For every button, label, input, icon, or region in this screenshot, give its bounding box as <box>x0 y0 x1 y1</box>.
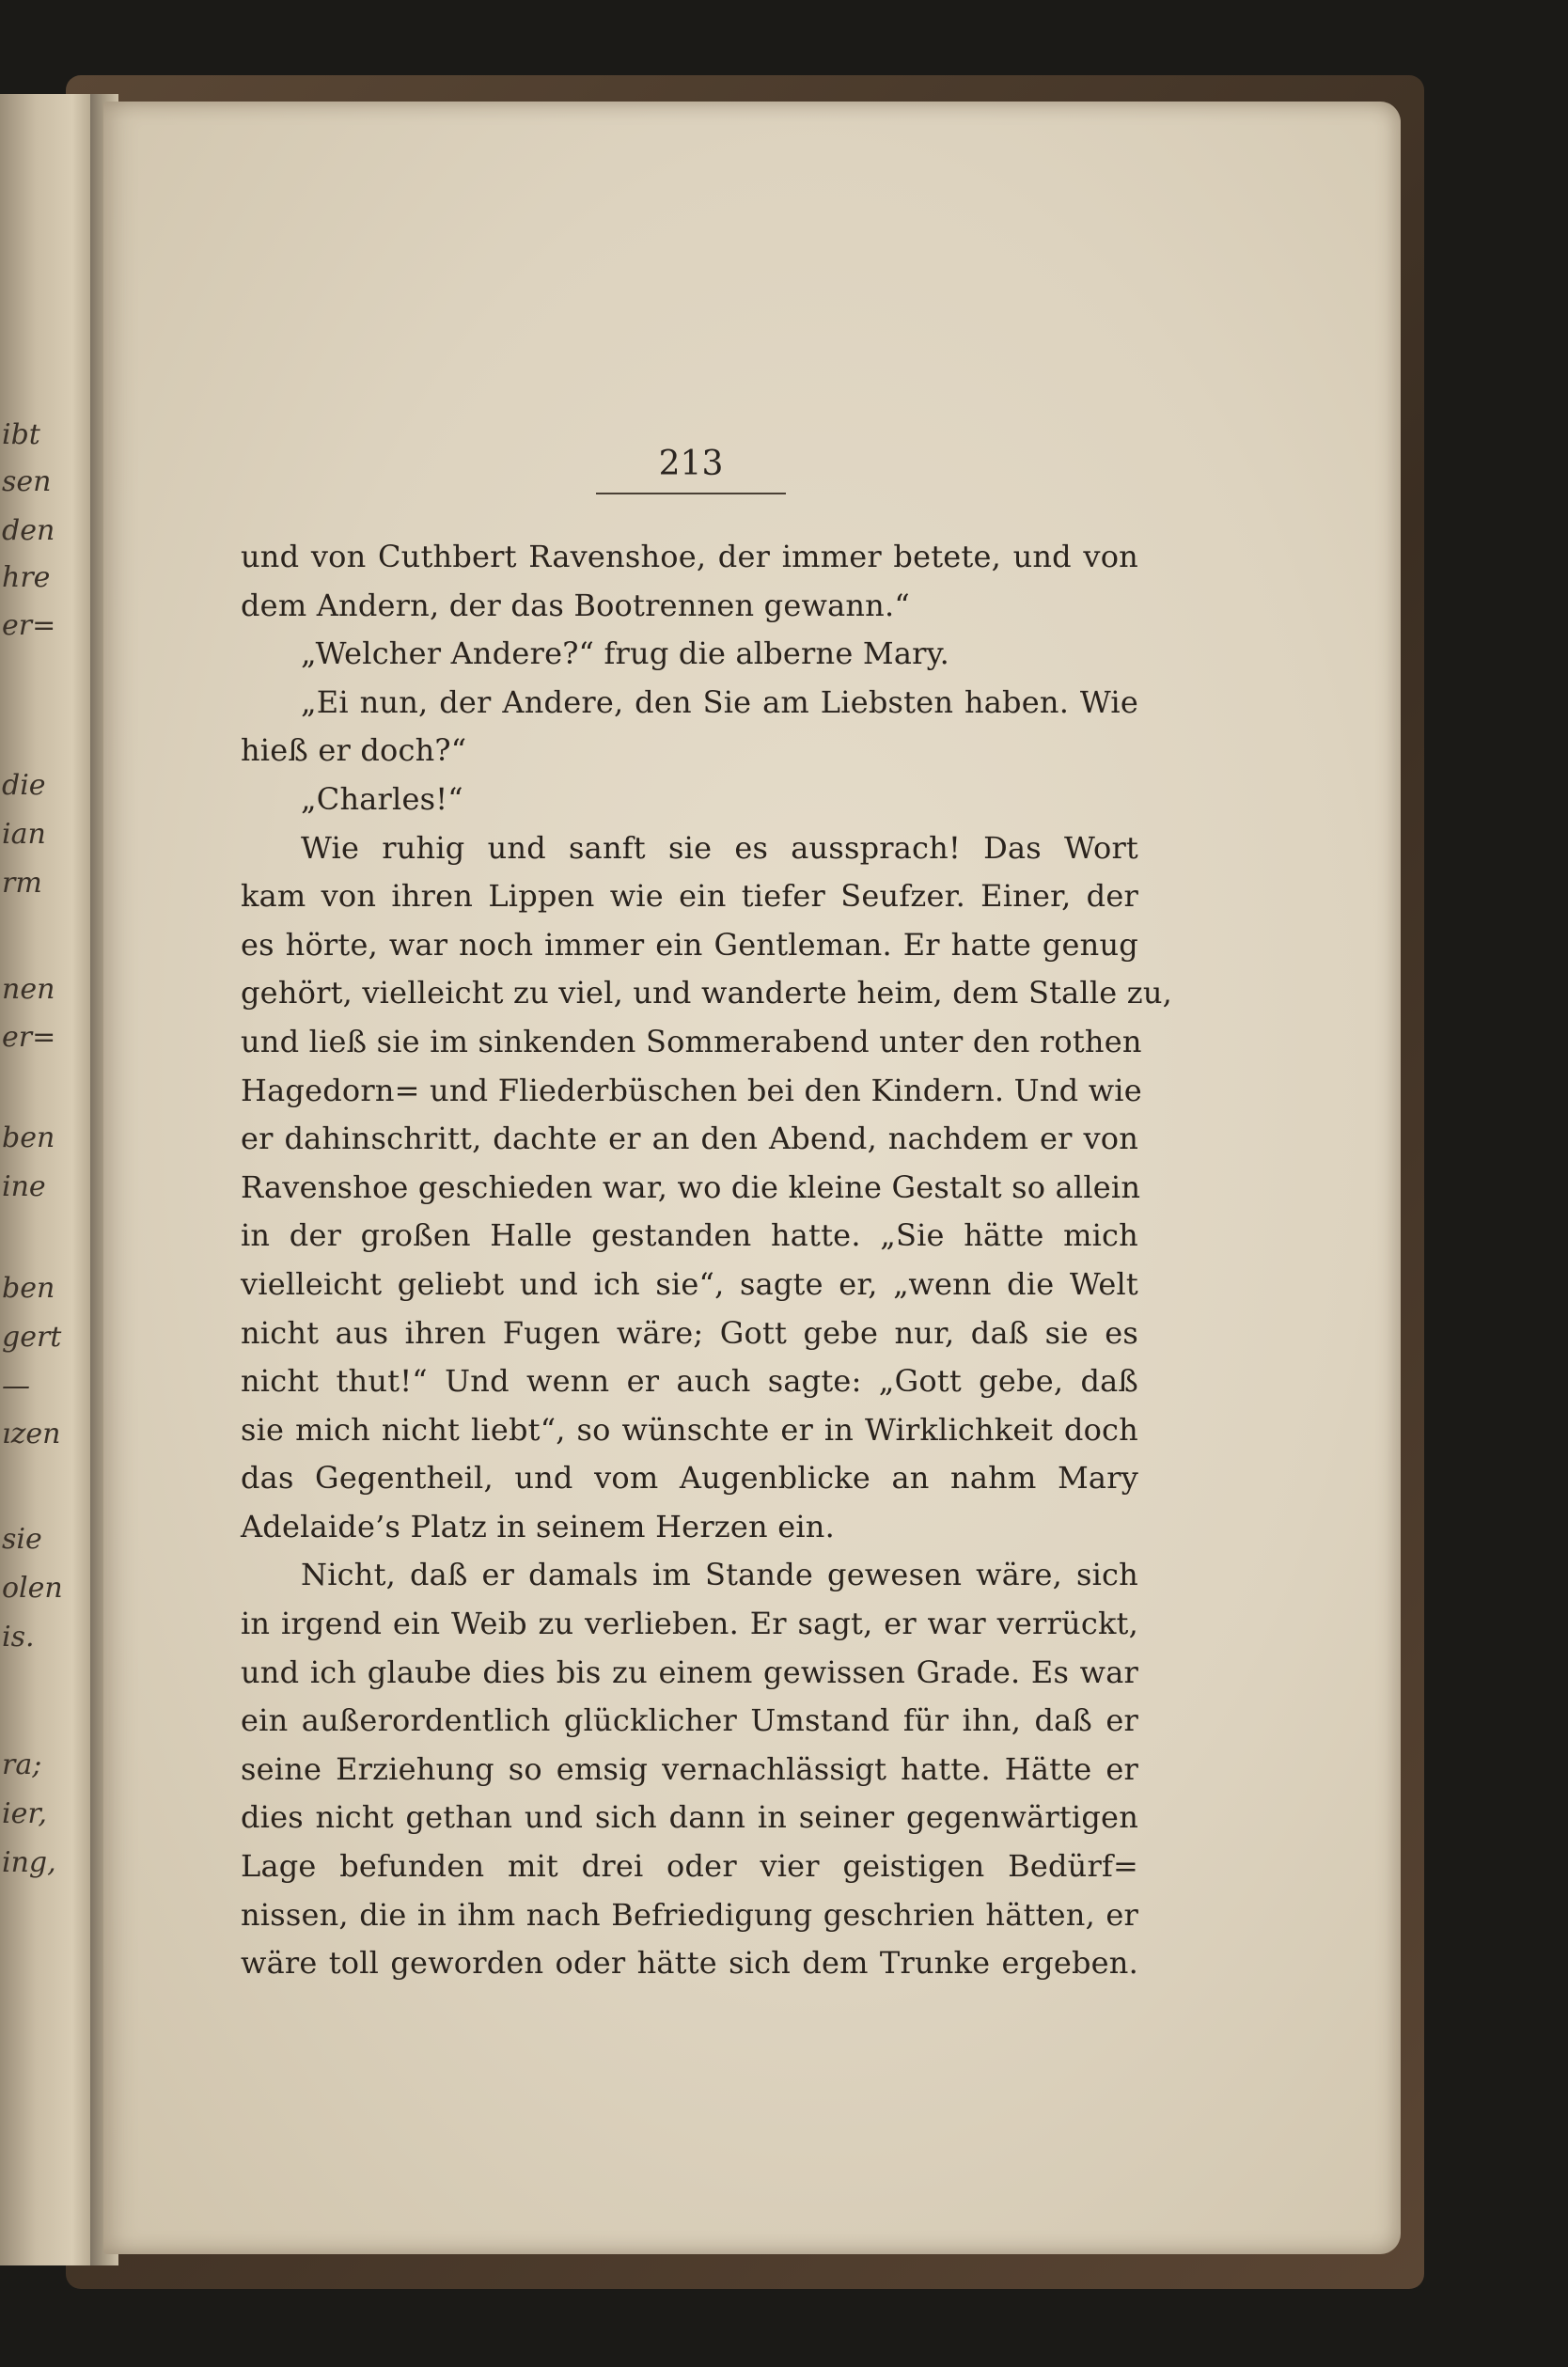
page-number-rule <box>596 493 786 494</box>
text-line: ein außerordentlich glücklicher Umstand für ihn, daß er <box>241 1702 1138 1739</box>
text-line: Nicht, daß er damals im Stande gewesen wäre, sich <box>301 1557 1138 1593</box>
text-line: vielleicht geliebt und ich sie“, sagte er, „wenn die Welt <box>241 1265 1138 1302</box>
facing-page-fragment: er= <box>2 609 56 642</box>
facing-page-fragment: ben <box>2 1272 55 1305</box>
right-page <box>103 102 1401 2254</box>
facing-page-edge <box>0 94 90 2265</box>
facing-page-fragment: ing, <box>2 1846 56 1879</box>
facing-page-fragment: rm <box>2 867 42 900</box>
facing-page-fragment: olen <box>2 1572 63 1605</box>
text-line: und von Cuthbert Ravenshoe, der immer betete, und von <box>241 539 1138 574</box>
facing-page-fragment: ibt <box>2 418 40 451</box>
text-line: und ließ sie im sinkenden Sommerabend unter den rothen <box>241 1023 1142 1059</box>
facing-page-fragment: nen <box>2 973 55 1006</box>
text-line: Ravenshoe geschieden war, wo die kleine Gestalt so allein <box>241 1168 1141 1205</box>
facing-page-fragment: ben <box>2 1121 55 1154</box>
text-line: nissen, die in ihm nach Befriedigung geschrien hätten, er <box>241 1896 1138 1933</box>
text-line: hieß er doch?“ <box>241 732 467 769</box>
facing-page-fragment: is. <box>2 1621 35 1654</box>
facing-page-fragment: ızen <box>2 1418 61 1450</box>
facing-page-fragment: gert <box>2 1321 62 1354</box>
text-line: „Welcher Andere?“ frug die alberne Mary. <box>301 635 950 672</box>
facing-page-fragment: hre <box>2 561 51 594</box>
body-text <box>241 533 1173 1988</box>
facing-page-fragment: — <box>2 1370 30 1403</box>
text-line: in der großen Halle gestanden hatte. „Sie hätte mich <box>241 1217 1138 1254</box>
text-line: Lage befunden mit drei oder vier geistigen Bedürf= <box>241 1848 1138 1885</box>
text-line: in irgend ein Weib zu verlieben. Er sagt, er war verrückt, <box>241 1606 1138 1642</box>
text-line: nicht aus ihren Fugen wäre; Gott gebe nur, daß sie es <box>241 1314 1138 1351</box>
text-line: nicht thut!“ Und wenn er auch sagte: „Gott gebe, daß <box>241 1363 1138 1400</box>
text-line: sie mich nicht liebt“, so wünschte er in Wirklichkeit doch <box>241 1411 1138 1448</box>
text-line: „Ei nun, der Andere, den Sie am Liebsten haben. Wie <box>301 683 1138 720</box>
text-line: und ich glaube dies bis zu einem gewissen Grade. Es war <box>241 1654 1138 1690</box>
text-line: Adelaide’s Platz in seinem Herzen ein. <box>241 1508 835 1544</box>
text-line: „Charles!“ <box>301 780 463 817</box>
text-line: er dahinschritt, dachte er an den Abend, nachdem er von <box>241 1121 1138 1157</box>
text-line: gehört, vielleicht zu viel, und wanderte heim, dem Stalle zu, <box>241 975 1173 1011</box>
text-line: das Gegentheil, und vom Augenblicke an nahm Mary <box>241 1460 1138 1497</box>
text-line: dies nicht gethan und sich dann in seiner gegenwärtigen <box>241 1799 1138 1836</box>
facing-page-fragment: ier, <box>2 1797 47 1830</box>
text-line: kam von ihren Lippen wie ein tiefer Seufzer. Einer, der <box>241 878 1138 915</box>
facing-page-fragment: den <box>2 514 55 547</box>
text-line: seine Erziehung so emsig vernachlässigt hatte. Hätte er <box>241 1750 1138 1787</box>
facing-page-fragment: er= <box>2 1021 56 1054</box>
facing-page-fragment: die <box>2 769 46 802</box>
text-line: wäre toll geworden oder hätte sich dem Trunke ergeben. <box>241 1945 1138 1982</box>
facing-page-fragment: ine <box>2 1170 46 1203</box>
text-line: Wie ruhig und sanft sie es aussprach! Das Wort <box>301 829 1138 866</box>
facing-page-fragment: sie <box>2 1523 42 1556</box>
facing-page-fragment: sen <box>2 465 52 498</box>
text-line: dem Andern, der das Bootrennen gewann.“ <box>241 587 910 623</box>
facing-page-fragment: ian <box>2 818 46 851</box>
text-line: es hörte, war noch immer ein Gentleman. Er hatte genug <box>241 926 1138 963</box>
page-number: 213 <box>658 445 724 483</box>
facing-page-fragment: ra; <box>2 1748 42 1781</box>
text-line: Hagedorn= und Fliederbüschen bei den Kindern. Und wie <box>241 1072 1142 1108</box>
